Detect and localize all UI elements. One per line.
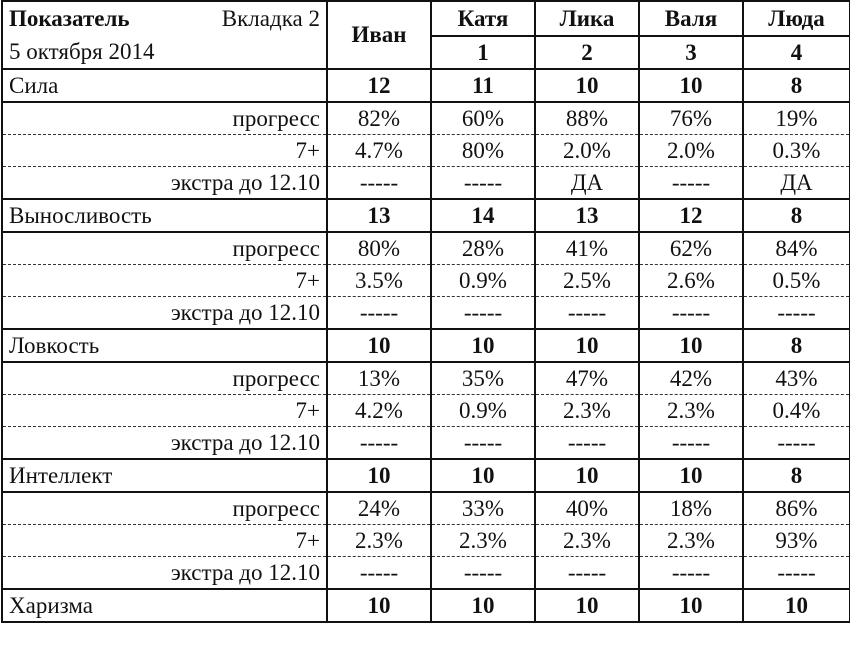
column-name: Люда (743, 1, 850, 36)
section-score: 10 (639, 69, 743, 102)
metric-value: 2.5% (535, 265, 639, 297)
metric-value: ----- (327, 427, 431, 460)
metric-row (2, 492, 850, 525)
section-row (2, 459, 850, 492)
metric-value: 84% (743, 232, 850, 265)
metric-value: ----- (743, 427, 850, 460)
metric-value: ----- (327, 297, 431, 330)
metric-value: ----- (639, 427, 743, 460)
metric-value: 43% (743, 362, 850, 395)
metric-value: 2.3% (327, 525, 431, 557)
section-score: 10 (535, 69, 639, 102)
metric-value: ----- (535, 427, 639, 460)
metric-value: ----- (535, 557, 639, 590)
metric-value: ----- (431, 167, 535, 200)
metric-value: ----- (639, 297, 743, 330)
metric-value: 4.7% (327, 135, 431, 167)
metric-value: 2.6% (639, 265, 743, 297)
section-score: 10 (327, 589, 431, 622)
header-row-names (2, 1, 850, 36)
metric-value: 0.3% (743, 135, 850, 167)
metric-row (2, 297, 850, 330)
metric-value: 19% (743, 102, 850, 135)
metric-value: 0.9% (431, 395, 535, 427)
metric-label: экстра до 12.10 (2, 167, 327, 200)
section-score: 10 (639, 329, 743, 362)
metric-value: 88% (535, 102, 639, 135)
metric-row (2, 167, 850, 200)
metric-row (2, 395, 850, 427)
metric-value: ----- (743, 297, 850, 330)
section-name: Ловкость (2, 329, 327, 362)
metric-value: 35% (431, 362, 535, 395)
metric-value: 2.3% (535, 525, 639, 557)
metric-value: 86% (743, 492, 850, 525)
metric-label: экстра до 12.10 (2, 297, 327, 330)
metric-value: 4.2% (327, 395, 431, 427)
metric-value: ----- (431, 557, 535, 590)
section-score: 10 (639, 459, 743, 492)
metric-row (2, 557, 850, 590)
section-row (2, 329, 850, 362)
metric-value: ДА (743, 167, 850, 200)
section-name: Выносливость (2, 199, 327, 232)
metric-value: 13% (327, 362, 431, 395)
section-score: 10 (431, 459, 535, 492)
metric-value: 33% (431, 492, 535, 525)
metric-value: 2.3% (639, 525, 743, 557)
metric-value: 3.5% (327, 265, 431, 297)
section-score: 10 (535, 329, 639, 362)
metric-value: ----- (431, 427, 535, 460)
column-name: Валя (639, 1, 743, 36)
section-score: 10 (431, 329, 535, 362)
metric-value: 76% (639, 102, 743, 135)
metric-value: 0.4% (743, 395, 850, 427)
section-score: 12 (327, 69, 431, 102)
metric-value: ----- (327, 557, 431, 590)
column-number: 2 (535, 36, 639, 69)
metric-value: 18% (639, 492, 743, 525)
metric-row (2, 427, 850, 460)
metric-row (2, 135, 850, 167)
column-name: Лика (535, 1, 639, 36)
column-number: 4 (743, 36, 850, 69)
metric-label: прогресс (2, 492, 327, 525)
metric-value: 40% (535, 492, 639, 525)
section-score: 10 (431, 589, 535, 622)
column-number: 1 (431, 36, 535, 69)
metric-value: 60% (431, 102, 535, 135)
section-score: 10 (639, 589, 743, 622)
section-score: 13 (535, 199, 639, 232)
section-score: 13 (327, 199, 431, 232)
section-name: Интеллект (2, 459, 327, 492)
section-score: 10 (535, 459, 639, 492)
metric-label: прогресс (2, 232, 327, 265)
metric-value: 42% (639, 362, 743, 395)
metric-value: 0.5% (743, 265, 850, 297)
metric-value: 93% (743, 525, 850, 557)
metric-label: 7+ (2, 135, 327, 167)
metric-value: 80% (431, 135, 535, 167)
metric-value: ----- (431, 297, 535, 330)
metric-value: ----- (639, 557, 743, 590)
section-name: Сила (2, 69, 327, 102)
section-score: 12 (639, 199, 743, 232)
section-score: 11 (431, 69, 535, 102)
metric-value: ----- (639, 167, 743, 200)
metric-row (2, 362, 850, 395)
header-title: Показатель (9, 6, 130, 31)
section-score: 10 (327, 459, 431, 492)
section-row (2, 589, 850, 622)
metric-label: 7+ (2, 525, 327, 557)
section-score: 10 (535, 589, 639, 622)
section-score: 8 (743, 69, 850, 102)
metric-row (2, 265, 850, 297)
metric-value: ----- (535, 297, 639, 330)
section-score: 10 (327, 329, 431, 362)
metric-value: 2.0% (639, 135, 743, 167)
stats-table (1, 0, 850, 623)
column-number: 3 (639, 36, 743, 69)
metric-label: 7+ (2, 395, 327, 427)
section-row (2, 69, 850, 102)
metric-label: экстра до 12.10 (2, 427, 327, 460)
metric-label: прогресс (2, 362, 327, 395)
header-tab-label: Вкладка 2 (221, 6, 320, 31)
column-name: Катя (431, 1, 535, 36)
metric-value: ----- (743, 557, 850, 590)
section-score: 8 (743, 329, 850, 362)
metric-value: 28% (431, 232, 535, 265)
metric-value: 0.9% (431, 265, 535, 297)
section-score: 8 (743, 459, 850, 492)
section-score: 8 (743, 199, 850, 232)
metric-value: 47% (535, 362, 639, 395)
metric-value: ----- (327, 167, 431, 200)
metric-label: 7+ (2, 265, 327, 297)
metric-row (2, 525, 850, 557)
metric-value: 82% (327, 102, 431, 135)
metric-row (2, 232, 850, 265)
metric-label: экстра до 12.10 (2, 557, 327, 590)
section-row (2, 199, 850, 232)
metric-label: прогресс (2, 102, 327, 135)
metric-value: 2.3% (535, 395, 639, 427)
metric-value: 2.3% (639, 395, 743, 427)
metric-value: 62% (639, 232, 743, 265)
header-date: 5 октября 2014 (2, 36, 327, 69)
metric-value: 80% (327, 232, 431, 265)
header-title-cell (2, 1, 327, 36)
section-name: Харизма (2, 589, 327, 622)
section-score: 10 (743, 589, 850, 622)
column-name: Иван (327, 1, 431, 69)
metric-value: 2.0% (535, 135, 639, 167)
metric-value: 41% (535, 232, 639, 265)
section-score: 14 (431, 199, 535, 232)
metric-value: 2.3% (431, 525, 535, 557)
metric-value: 24% (327, 492, 431, 525)
metric-row (2, 102, 850, 135)
metric-value: ДА (535, 167, 639, 200)
